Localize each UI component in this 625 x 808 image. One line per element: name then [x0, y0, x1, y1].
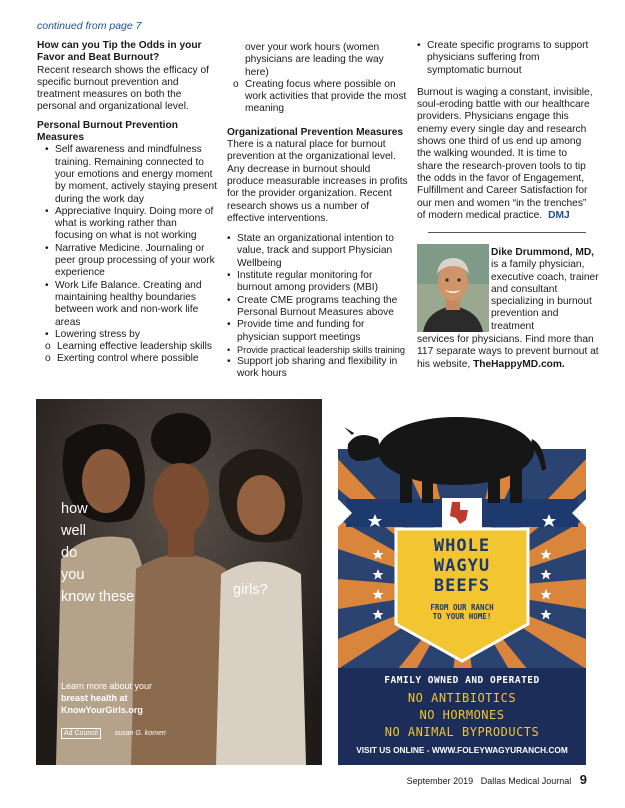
sub-list — [227, 79, 409, 116]
ad1-word: how — [61, 501, 88, 517]
wagyu-title-line: BEEFS — [433, 576, 491, 596]
continued-sub-item: over your work hours (women physicians are leading the way here) — [245, 42, 384, 78]
list-item: o Creating focus where possible on work activities that provide the most meaning — [233, 79, 409, 116]
question-heading: How can you Tip the Odds in your Favor and Beat Burnout? — [37, 40, 202, 64]
closing-paragraph — [417, 87, 595, 222]
list-item: • Work Life Balance. Creating and maintaining healthy boundaries between work and non-work life areas — [45, 280, 217, 329]
ad1-word: you — [61, 567, 85, 583]
list-item: • Institute regular monitoring for burnout among providers (MBI) — [227, 270, 409, 295]
org-list — [227, 233, 409, 381]
column-1 — [37, 40, 217, 366]
ad1-logos — [61, 728, 166, 739]
ad1-word: do — [61, 545, 78, 561]
signoff: DMJ — [548, 209, 570, 221]
ad1-learn-line: breast health at — [61, 693, 128, 703]
author-name: Dike Drummond, MD, — [491, 247, 595, 258]
wagyu-title-line: WAGYU — [433, 556, 491, 576]
column-2 — [227, 42, 409, 381]
col3-list — [417, 40, 595, 77]
column-3 — [417, 40, 595, 226]
sub-list — [37, 341, 217, 366]
wagyu-sub-line: TO YOUR HOME! — [432, 612, 492, 621]
list-item: • Narrative Medicine. Journaling or peer group processing of your work experience — [45, 243, 217, 280]
ad1-website[interactable]: KnowYourGirls.org — [61, 705, 143, 715]
page-footer — [407, 772, 587, 787]
list-item: o Learning effective leadership skills — [45, 341, 217, 353]
footer-date: September 2019 — [406, 776, 474, 786]
wagyu-claims — [338, 690, 586, 741]
list-item: • State an organizational intention to value, track and support Physician Wellbeing — [227, 233, 409, 270]
wagyu-family-owned: FAMILY OWNED AND OPERATED — [384, 675, 540, 686]
org-heading: Organizational Prevention Measures — [227, 126, 404, 138]
author-website[interactable]: TheHappyMD.com. — [473, 358, 565, 370]
wagyu-claim: NO HORMONES — [419, 708, 505, 722]
bio-text-a: is a family physician, executive coach, trainer and consultant specializing in burnout prevention and treatment — [491, 259, 599, 332]
ad1-girls-word: girls? — [233, 582, 268, 598]
list-item: • Appreciative Inquiry. Doing more of what is working rather than focusing on what is not working — [45, 206, 217, 243]
author-photo — [417, 244, 489, 332]
ad-council-logo: Ad Council — [61, 728, 101, 739]
wagyu-claim: NO ANTIBIOTICS — [407, 691, 517, 705]
ad1-headline — [61, 498, 134, 608]
komen-logo: susan G. komen — [114, 730, 166, 737]
list-item: o Exerting control where possible — [45, 353, 217, 365]
wagyu-title — [400, 536, 524, 596]
list-item: • Self awareness and mindfulness training. Remaining connected to your emotions and energy moment by moment, actively staying present during the work day — [45, 144, 217, 205]
wagyu-title-line: WHOLE — [433, 536, 491, 556]
question-text: Recent research shows the efficacy of specific burnout prevention and treatment measures on both the personal and organizational level. — [37, 64, 209, 113]
wagyu-claim: NO ANIMAL BYPRODUCTS — [384, 725, 540, 739]
closing-text: Burnout is waging a constant, invisible, soul-eroding battle with our healthcare providers. Physicians engage this enemy every single day and research shows one third of us end up among the walking wounded. It is time to share the research-proven tools to tip the odds in the favor of Engagement, Fulfillment and Career Satisfaction for our men and women “in the trenches” of modern medical practice. — [417, 86, 593, 221]
list-item: • Provide practical leadership skills training — [227, 344, 409, 356]
ad1-word: know these — [61, 589, 135, 605]
org-text: There is a natural place for burnout prevention at the organizational level. Any decrease in burnout should produce measurable increases in profits for the provider organization. Recent research shows us a number of effective interventions. — [227, 139, 408, 224]
ad1-word: well — [61, 523, 86, 539]
personal-heading: Personal Burnout Prevention Measures — [37, 119, 178, 144]
wagyu-subtitle — [405, 603, 519, 621]
list-item: • Provide time and funding for physician support meetings — [227, 319, 409, 344]
bio-text-b: services for physicians. Find more than 117 separate ways to prevent burnout at his website, — [417, 334, 599, 370]
list-item: • Create specific programs to support physicians suffering from symptomatic burnout — [417, 40, 595, 77]
page-number: 9 — [579, 772, 587, 787]
ad1-learn-more — [61, 680, 152, 716]
footer-journal: Dallas Medical Journal — [480, 776, 572, 786]
wagyu-sub-line: FROM OUR RANCH — [430, 603, 494, 612]
wagyu-website[interactable]: VISIT US ONLINE - WWW.FOLEYWAGYURANCH.COM — [356, 745, 568, 755]
list-item: • Support job sharing and flexibility in work hours — [227, 356, 409, 381]
list-item: • Lowering stress by — [45, 329, 217, 341]
ad1-learn-line: Learn more about your — [61, 681, 153, 691]
continued-note: continued from page 7 — [37, 20, 142, 32]
bio-divider — [428, 232, 586, 233]
list-item: • Create CME programs teaching the Personal Burnout Measures above — [227, 295, 409, 320]
bio-text-continued — [417, 334, 603, 371]
bio-text — [491, 247, 601, 333]
personal-list — [37, 144, 217, 341]
